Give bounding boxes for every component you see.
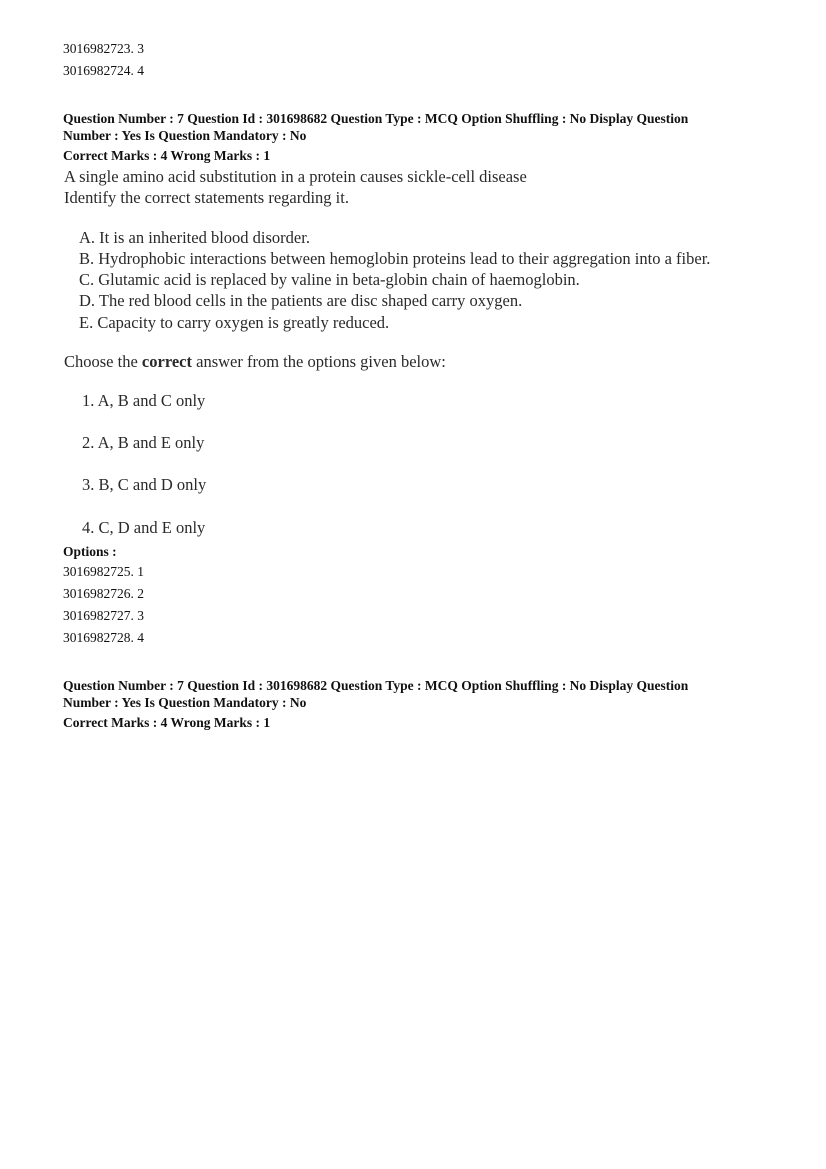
answer-choice-1: 1. A, B and C only xyxy=(82,391,206,410)
question-text-line2: Identify the correct statements regarding it. xyxy=(64,188,349,207)
question-header-line2-2: Number : Yes Is Question Mandatory : No xyxy=(63,695,307,710)
statement-a: A. It is an inherited blood disorder. xyxy=(79,228,310,247)
statement-d: D. The red blood cells in the patients are disc shaped carry oxygen. xyxy=(79,291,523,310)
statement-e: E. Capacity to carry oxygen is greatly reduced. xyxy=(79,313,390,332)
question-header-line1-2: Question Number : 7 Question Id : 301698682 Question Type : MCQ Option Shuffling : No Display Question xyxy=(63,678,689,693)
question-text-line1: A single amino acid substitution in a protein causes sickle-cell disease xyxy=(64,167,527,186)
option-2: 3016982726. 2 xyxy=(63,586,144,601)
answer-choice-4: 4. C, D and E only xyxy=(82,518,206,537)
statement-b: B. Hydrophobic interactions between hemoglobin proteins lead to their aggregation into a fiber. xyxy=(79,249,711,268)
option-3: 3016982727. 3 xyxy=(63,608,144,623)
question-marks: Correct Marks : 4 Wrong Marks : 1 xyxy=(63,148,271,163)
answer-choice-3: 3. B, C and D only xyxy=(82,475,207,494)
prev-option-4: 3016982724. 4 xyxy=(63,63,144,78)
options-label: Options : xyxy=(63,544,117,559)
question-header-line2: Number : Yes Is Question Mandatory : No xyxy=(63,128,307,143)
prev-option-3: 3016982723. 3 xyxy=(63,41,144,56)
statement-c: C. Glutamic acid is replaced by valine in beta-globin chain of haemoglobin. xyxy=(79,270,580,289)
choose-instruction: Choose the correct answer from the options given below: xyxy=(64,352,446,371)
option-4: 3016982728. 4 xyxy=(63,630,144,645)
question-header-line1: Question Number : 7 Question Id : 301698682 Question Type : MCQ Option Shuffling : No Display Question xyxy=(63,111,689,126)
question-marks-2: Correct Marks : 4 Wrong Marks : 1 xyxy=(63,715,271,730)
answer-choice-2: 2. A, B and E only xyxy=(82,433,205,452)
option-1: 3016982725. 1 xyxy=(63,564,144,579)
